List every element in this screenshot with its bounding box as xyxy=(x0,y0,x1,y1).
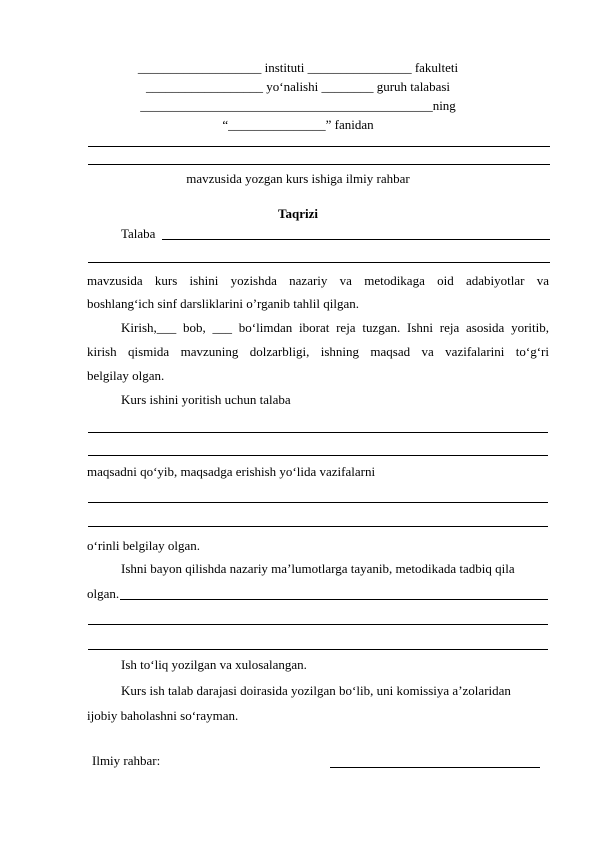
paragraph-1-line-1: mavzusida kurs ishini yozishda nazariy va metodikaga oid adabiyotlar va xyxy=(87,273,549,288)
blank-line xyxy=(88,624,548,625)
paragraph-2-line-1: Kirish,___ bob, ___ bo‘limdan iborat reja tuzgan. Ishni reja asosida yoritib, xyxy=(121,320,549,335)
paragraph-5: o‘rinli belgilay olgan. xyxy=(87,538,201,553)
blank-line xyxy=(88,526,548,527)
paragraph-8-line-2: ijobiy baholashni so‘rayman. xyxy=(87,708,239,723)
blank-line xyxy=(88,455,548,456)
blank-line xyxy=(88,262,550,263)
signature-label: Ilmiy rahbar: xyxy=(92,753,161,768)
paragraph-6-line-2: olgan. xyxy=(87,586,120,601)
blank-line xyxy=(162,239,550,240)
signature-line xyxy=(330,767,540,768)
blank-line xyxy=(88,164,550,165)
header-subject-line: “_______________” fanidan xyxy=(222,117,374,132)
paragraph-4: maqsadni qo‘yib, maqsadga erishish yo‘lida vazifalarni xyxy=(87,464,376,479)
header-direction-line: __________________ yo‘nalishi ________ guruh talabasi xyxy=(145,79,451,94)
talaba-label: Talaba xyxy=(121,226,156,241)
paragraph-7: Ish to‘liq yozilgan va xulosalangan. xyxy=(121,657,307,672)
paragraph-2-line-3: belgilay olgan. xyxy=(87,368,165,383)
header-topic-line: mavzusida yozgan kurs ishiga ilmiy rahbar xyxy=(186,171,410,186)
paragraph-1-line-2: boshlang‘ich sinf darsliklarini o’rganib tahlil qilgan. xyxy=(87,296,359,311)
blank-line xyxy=(88,432,548,433)
blank-line xyxy=(88,649,548,650)
paragraph-8-line-1: Kurs ish talab darajasi doirasida yozilgan bo‘lib, uni komissiya a’zolaridan xyxy=(121,683,511,698)
paragraph-2-line-2: kirish qismida mavzuning dolzarbligi, ishning maqsad va vazifalarini to‘g‘ri xyxy=(87,344,549,359)
blank-line xyxy=(88,146,550,147)
paragraph-6-line-1: Ishni bayon qilishda nazariy ma’lumotlarga tayanib, metodikada tadbiq qila xyxy=(121,561,515,576)
blank-line xyxy=(88,502,548,503)
blank-line xyxy=(120,599,548,600)
page-title: Taqrizi xyxy=(278,206,318,221)
paragraph-3: Kurs ishini yoritish uchun talaba xyxy=(121,392,291,407)
header-student-line: _____________________________________________ning xyxy=(140,98,456,113)
header-institute-line: ___________________ instituti ________________ fakulteti xyxy=(137,60,459,75)
